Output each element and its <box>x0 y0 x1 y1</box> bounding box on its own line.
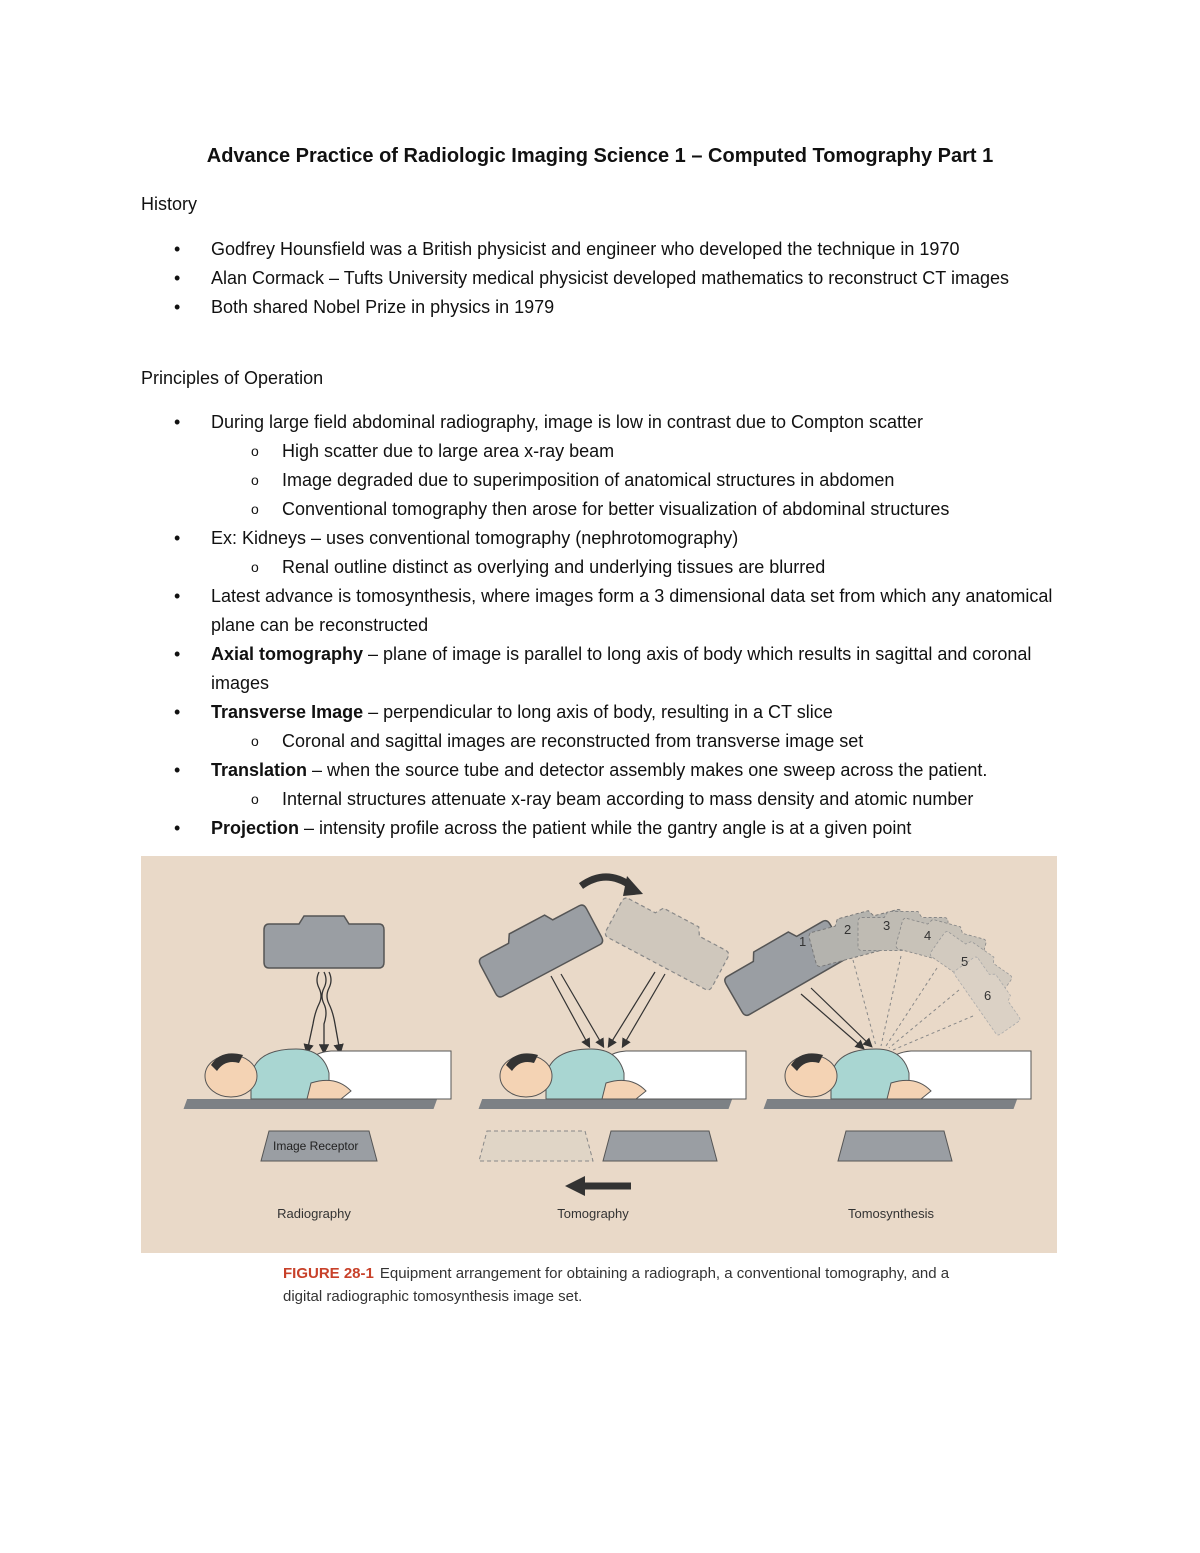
page-title: Advance Practice of Radiologic Imaging Science 1 – Computed Tomography Part 1 <box>206 145 994 167</box>
sub-list-item: o Image degraded due to superimposition of anatomical structures in abdomen <box>141 466 1061 495</box>
image-receptor <box>603 1131 717 1161</box>
panel-label-radiography: Radiography <box>277 1206 351 1221</box>
list-item: • Godfrey Hounsfield was a British physicist and engineer who developed the technique in 1970 <box>141 235 1061 264</box>
xray-beam-arrows <box>801 988 871 1048</box>
receptor-motion-arrowhead-icon <box>565 1176 585 1196</box>
tomosynthesis-panel <box>719 902 1031 1221</box>
history-list <box>141 235 1061 322</box>
principles-heading: Principles of Operation <box>141 368 324 388</box>
list-item <box>141 640 1061 698</box>
sub-list-item: o High scatter due to large area x-ray beam <box>141 437 1061 466</box>
term: Projection <box>211 818 300 838</box>
sub-list-item: o Conventional tomography then arose for better visualization of abdominal structures <box>141 495 1061 524</box>
term: Transverse Image <box>211 702 364 722</box>
tube-number: 5 <box>961 954 969 969</box>
xray-tube-icon <box>264 916 384 968</box>
caption-text: Equipment arrangement for obtaining a radiograph, a conventional tomography, and a digital radiographic tomosynthesis image set. <box>283 1265 950 1305</box>
sub-list-item: o Coronal and sagittal images are reconstructed from transverse image set <box>141 727 1061 756</box>
xray-beam-arrows <box>551 972 665 1046</box>
tube-number: 6 <box>984 988 992 1003</box>
list-item <box>141 698 1061 727</box>
list-item <box>141 814 1061 843</box>
figure-illustration <box>141 856 1057 1253</box>
panel-label-tomography: Tomography <box>557 1206 629 1221</box>
principles-list <box>141 408 1061 843</box>
list-item: • Ex: Kidneys – uses conventional tomography (nephrotomography) <box>141 524 1061 553</box>
term: Axial tomography <box>211 644 364 664</box>
tube-number: 1 <box>799 934 807 949</box>
list-item: • Both shared Nobel Prize in physics in 1979 <box>141 293 1061 322</box>
definition: – when the source tube and detector assembly makes one sweep across the patient. <box>307 760 988 780</box>
patient-figure <box>184 1049 451 1109</box>
image-receptor <box>838 1131 952 1161</box>
term: Translation <box>211 760 308 780</box>
definition: – intensity profile across the patient while the gantry angle is at a given point <box>299 818 912 838</box>
list-item: • Latest advance is tomosynthesis, where images form a 3 dimensional data set from which any anatomical plane can be reconstructed <box>141 582 1061 640</box>
patient-figure <box>764 1049 1031 1109</box>
history-heading: History <box>141 194 198 214</box>
definition: – perpendicular to long axis of body, resulting in a CT slice <box>363 702 833 722</box>
figure-caption <box>283 1262 963 1308</box>
caption-label: FIGURE 28-1 <box>283 1265 374 1282</box>
list-item: • During large field abdominal radiography, image is low in contrast due to Compton scatter <box>141 408 1061 437</box>
tube-number: 4 <box>924 928 932 943</box>
definition: – plane of image is parallel to long axis of body which results in sagittal and coronal images <box>211 644 1032 693</box>
tomography-panel <box>474 876 746 1221</box>
radiography-panel <box>184 916 451 1221</box>
figure-28-1 <box>141 856 1057 1253</box>
tube-number: 3 <box>883 918 891 933</box>
tube-number: 2 <box>844 922 852 937</box>
xray-tube-icon <box>474 896 604 998</box>
list-item <box>141 756 1061 785</box>
list-item: • Alan Cormack – Tufts University medical physicist developed mathematics to reconstruct CT images <box>141 264 1061 293</box>
panel-label-tomosynthesis: Tomosynthesis <box>848 1206 934 1221</box>
xray-tube-ghost-icon <box>604 889 734 991</box>
sub-list-item: o Internal structures attenuate x-ray beam according to mass density and atomic number <box>141 785 1061 814</box>
xray-beam-arrows <box>307 972 340 1052</box>
image-receptor-ghost <box>479 1131 593 1161</box>
patient-figure <box>479 1049 746 1109</box>
sub-list-item: o Renal outline distinct as overlying and underlying tissues are blurred <box>141 553 1061 582</box>
receptor-label: Image Receptor <box>273 1139 359 1153</box>
motion-arrow-icon <box>581 877 631 886</box>
